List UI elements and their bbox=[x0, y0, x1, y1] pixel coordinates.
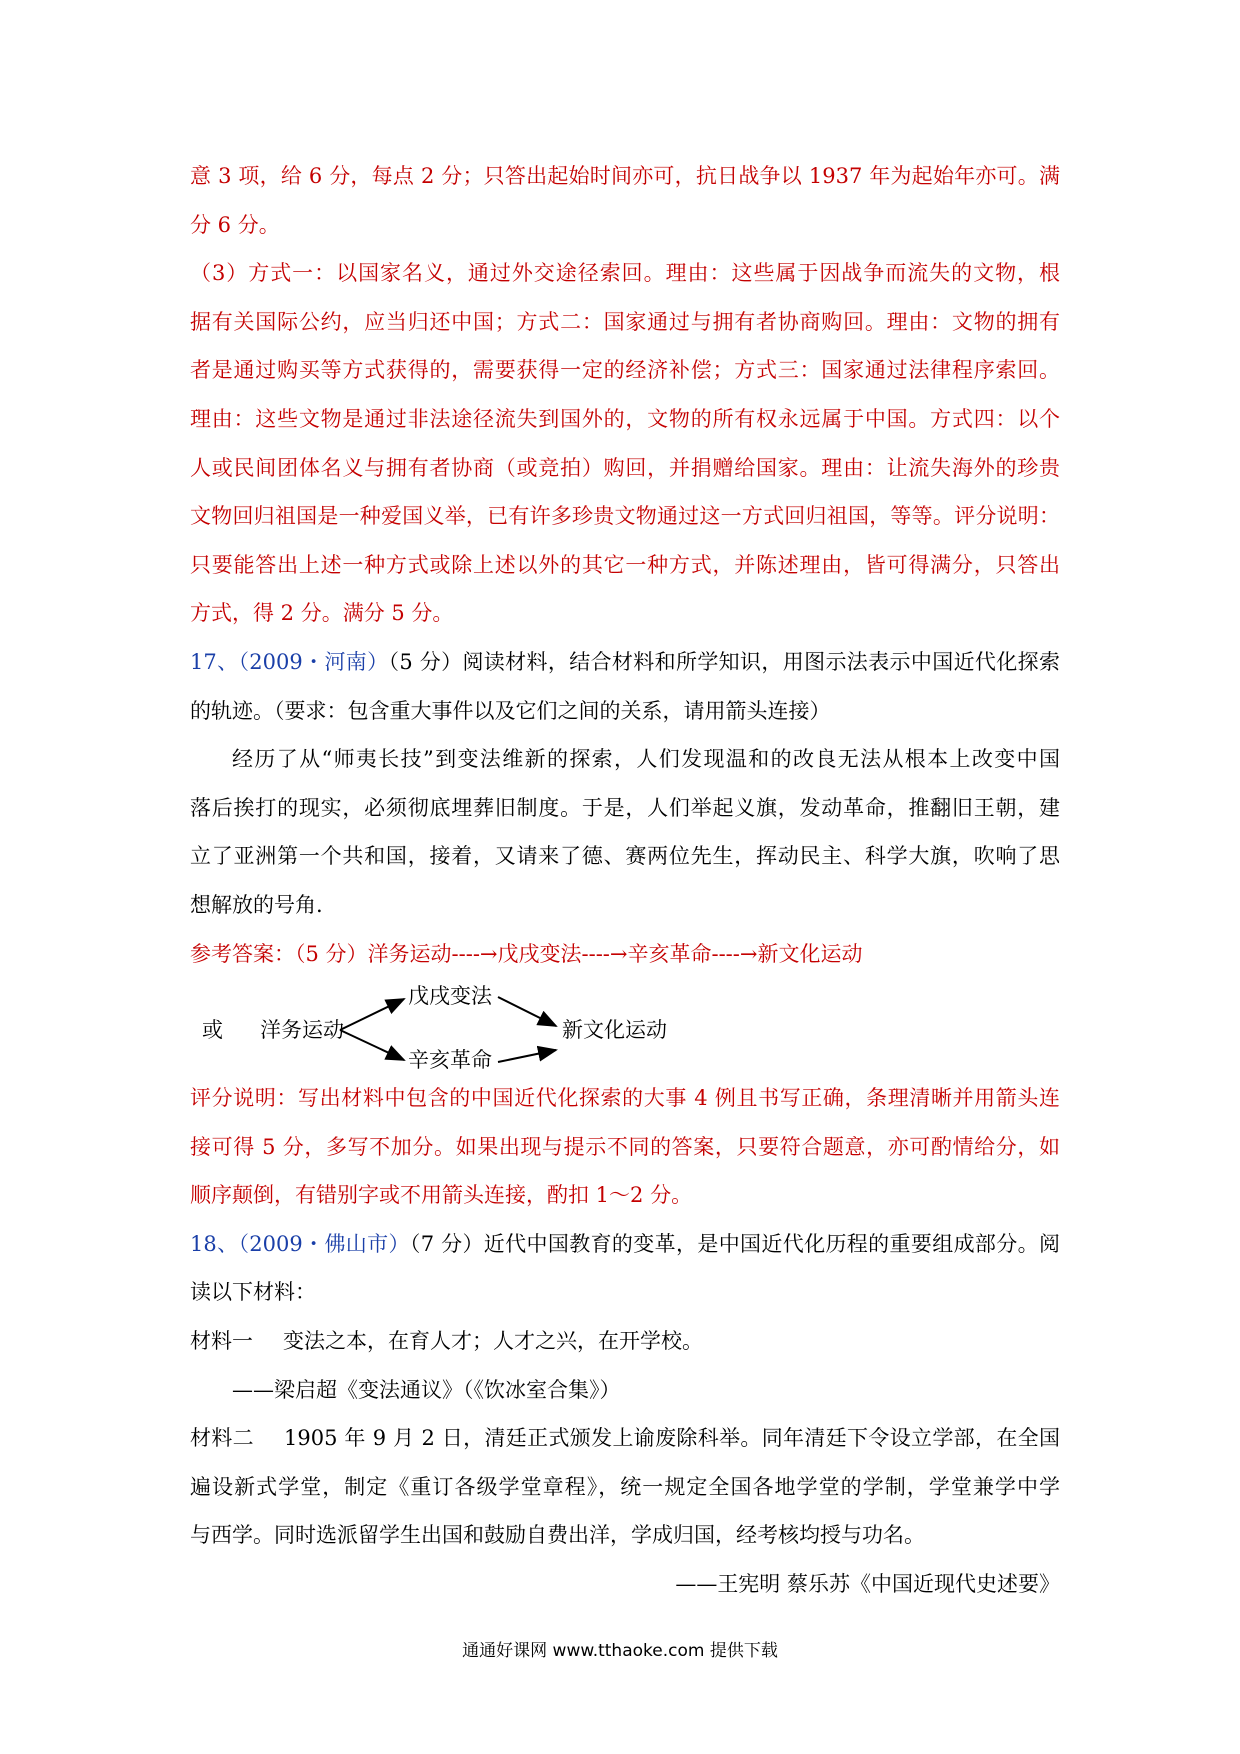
question-text: 读以下材料： bbox=[190, 1280, 316, 1305]
reference-answer: 参考答案：（5 分）洋务运动----→戊戌变法----→辛亥革命----→新文化运动 bbox=[190, 941, 863, 966]
answer-line: 方式，得 2 分。满分 5 分。 bbox=[190, 601, 454, 626]
answer-line: 只要能答出上述一种方式或除上述以外的其它一种方式，并陈述理由，皆可得满分，只答出 bbox=[190, 552, 1060, 577]
material-text: 经历了从“师夷长技”到变法维新的探索，人们发现温和的改良无法从根本上改变中国 bbox=[232, 747, 1060, 772]
answer-line: 人或民间团体名义与拥有者协商（或竞拍）购回，并捐赠给国家。理由：让流失海外的珍贵 bbox=[190, 455, 1060, 480]
material-label: 材料二 bbox=[190, 1426, 254, 1451]
answer-line: 文物回归祖国是一种爱国义举，已有许多珍贵文物通过这一方式回归祖国，等等。评分说明： bbox=[190, 504, 1060, 529]
answer-line: （3）方式一：以国家名义，通过外交途径索回。理由：这些属于因战争而流失的文物，根 bbox=[190, 261, 1060, 286]
question-text: （5 分）阅读材料，结合材料和所学知识，用图示法表示中国近代化探索 bbox=[388, 649, 1060, 674]
answer-line: 分 6 分。 bbox=[190, 212, 280, 237]
material-text: 立了亚洲第一个共和国，接着，又请来了德、赛两位先生，挥动民主、科学大旗，吹响了思 bbox=[190, 844, 1060, 869]
answer-line: 据有关国际公约，应当归还中国；方式二：国家通过与拥有者协商购回。理由：文物的拥有 bbox=[190, 309, 1060, 334]
node-wuxu: 戊戌变法 bbox=[408, 984, 492, 1009]
question-17-heading bbox=[190, 638, 1060, 687]
scoring-note: 顺序颠倒，有错别字或不用箭头连接，酌扣 1～2 分。 bbox=[190, 1183, 693, 1208]
material-one bbox=[190, 1317, 1060, 1366]
question-text: （7 分）近代中国教育的变革，是中国近代化历程的重要组成部分。阅 bbox=[409, 1231, 1060, 1256]
question-source: （2009・河南） bbox=[238, 649, 389, 674]
material-text: 变法之本，在育人才；人才之兴，在开学校。 bbox=[283, 1329, 703, 1354]
answer-line: 意 3 项，给 6 分，每点 2 分；只答出起始时间亦可，抗日战争以 1937 年为起始年亦可。满 bbox=[190, 164, 1060, 188]
arrow-line bbox=[340, 999, 404, 1030]
material-text: 与西学。同时选派留学生出国和鼓励自费出洋，学成归国，经考核均授与功名。 bbox=[190, 1523, 925, 1548]
material-two bbox=[190, 1414, 1060, 1463]
material-source: ——梁启超《变法通议》（《饮冰室合集》） bbox=[232, 1377, 621, 1402]
material-text: 遍设新式学堂，制定《重订各级学堂章程》，统一规定全国各地学堂的学制，学堂兼学中学 bbox=[190, 1474, 1060, 1499]
answer-line: 理由：这些文物是通过非法途径流失到国外的，文物的所有权永远属于中国。方式四：以个 bbox=[190, 406, 1060, 431]
material-text: 想解放的号角. bbox=[190, 892, 323, 917]
question-text: 的轨迹。（要求：包含重大事件以及它们之间的关系，请用箭头连接） bbox=[190, 698, 831, 723]
material-label: 材料一 bbox=[190, 1329, 253, 1354]
question-source: （2009・佛山市） bbox=[238, 1231, 410, 1256]
node-xinwenhua: 新文化运动 bbox=[562, 1018, 667, 1043]
question-number: 17、 bbox=[190, 649, 239, 674]
question-18-heading bbox=[190, 1220, 1060, 1269]
scoring-note: 评分说明：写出材料中包含的中国近代化探索的大事 4 例且书写正确，条理清晰并用箭头连 bbox=[190, 1086, 1060, 1111]
document-body bbox=[190, 152, 1060, 1609]
material-text: 落后挨打的现实，必须彻底埋葬旧制度。于是，人们举起义旗，发动革命，推翻旧王朝，建 bbox=[190, 795, 1060, 820]
arrow-line bbox=[498, 1050, 556, 1062]
answer-line: 者是通过购买等方式获得的，需要获得一定的经济补偿；方式三：国家通过法律程序索回。 bbox=[190, 358, 1060, 383]
material-text: 1905 年 9 月 2 日，清廷正式颁发上谕废除科举。同年清廷下令设立学部，在全国 bbox=[283, 1426, 1060, 1451]
node-yangwu: 洋务运动 bbox=[260, 1018, 344, 1043]
question-number: 18、 bbox=[190, 1231, 239, 1256]
scoring-note: 接可得 5 分，多写不加分。如果出现与提示不同的答案，只要符合题意，亦可酌情给分，如 bbox=[190, 1134, 1060, 1159]
page-footer: 通通好课网 www.tthaoke.com 提供下载 bbox=[462, 1641, 778, 1661]
arrow-line bbox=[498, 997, 556, 1026]
or-label: 或 bbox=[202, 1018, 223, 1043]
material-source: ——王宪明 蔡乐苏《中国近现代史述要》 bbox=[675, 1572, 1060, 1597]
arrow-line bbox=[340, 1030, 404, 1060]
node-xinhai: 辛亥革命 bbox=[408, 1048, 492, 1073]
flow-diagram bbox=[190, 978, 1060, 1074]
